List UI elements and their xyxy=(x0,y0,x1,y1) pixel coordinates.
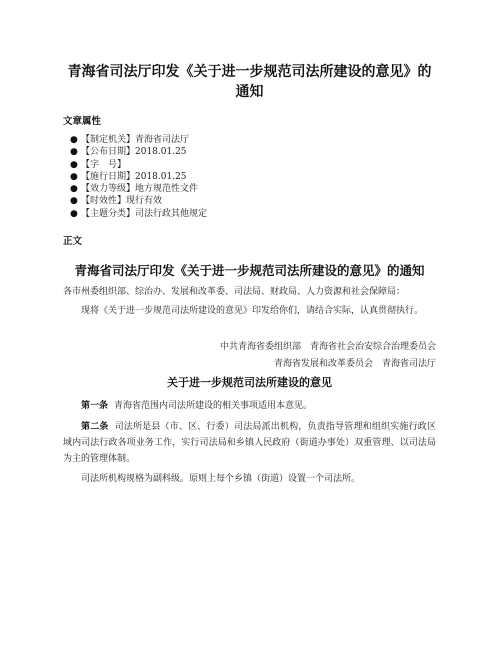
notice-paragraph: 现将《关于进一步规范司法所建设的意见》印发给你们，请结合实际，认真贯彻执行。 xyxy=(81,306,424,317)
body-section-label: 正文 xyxy=(63,236,83,248)
article-paragraph xyxy=(63,398,436,414)
attribute-item: ● 【制定机关】青海省司法厅 xyxy=(70,135,190,145)
bullet-icon: ● xyxy=(70,171,78,182)
article-text: 青海省范围内司法所建设的相关事项适用本意见。 xyxy=(114,401,313,412)
article-number: 第一条 xyxy=(81,401,109,412)
attribute-item: ● 【字 号】 xyxy=(70,159,127,170)
bullet-icon: ● xyxy=(70,208,78,219)
article-text: 司法所是县（市、区、行委）司法局派出机构，负责指导管理和组织实施行政区域内司法行政各项业务工作，实行司法局和乡镇人民政府（街道办事处）双重管理、以司法局为主的管理体制。 xyxy=(63,422,436,465)
attribute-item: ● 【公布日期】2018.01.25 xyxy=(70,147,187,158)
signature-line: 青海省发展和改革委员会 青海省司法厅 xyxy=(273,359,436,370)
bullet-icon: ● xyxy=(70,184,78,195)
opinion-title: 关于进一步规范司法所建设的意见 xyxy=(167,376,332,390)
article-paragraph xyxy=(63,419,436,467)
closing-paragraph: 司法所机构规格为副科级。原则上每个乡镇（街道）设置一个司法所。 xyxy=(81,474,361,485)
attributes-list xyxy=(63,134,436,220)
attribute-item: ● 【施行日期】2018.01.25 xyxy=(70,171,187,182)
attribute-item: ● 【时效性】现行有效 xyxy=(70,196,163,207)
bullet-icon: ● xyxy=(70,159,78,170)
bullet-icon: ● xyxy=(70,196,78,207)
bullet-icon: ● xyxy=(70,135,78,145)
body-heading: 青海省司法厅印发《关于进一步规范司法所建设的意见》的通知 xyxy=(74,263,425,279)
attributes-section-label: 文章属性 xyxy=(63,116,102,127)
article-number: 第二条 xyxy=(81,422,109,433)
bullet-icon: ● xyxy=(70,147,78,158)
attribute-item: ● 【效力等级】地方规范性文件 xyxy=(70,184,199,195)
attribute-item: ● 【主题分类】司法行政其他规定 xyxy=(70,208,208,219)
addressee-paragraph: 各市州委组织部、综治办、发展和改革委、司法局、财政局、人力资源和社会保障局： xyxy=(63,287,406,298)
signature-line: 中共青海省委组织部 青海省社会治安综合治理委员会 xyxy=(219,342,436,353)
document-title: 青海省司法厅印发《关于进一步规范司法所建设的意见》的通知 xyxy=(67,64,432,100)
